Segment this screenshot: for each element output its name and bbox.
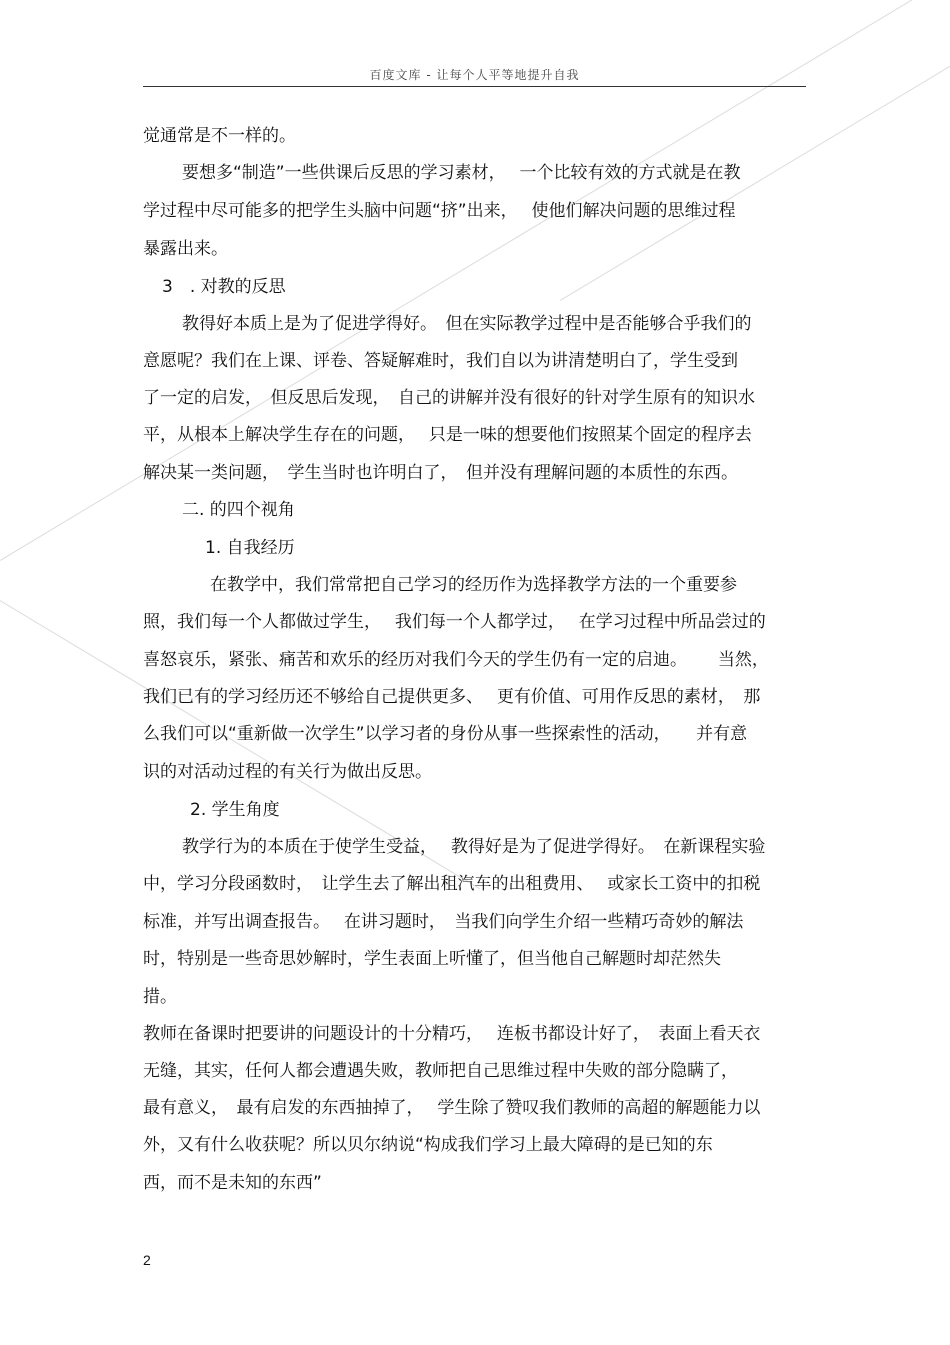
text-line: 识的对活动过程的有关行为做出反思。	[143, 762, 432, 782]
text-line: 中，学习分段函数时， 让学生去了解出租汽车的出租费用、 或家长工资中的扣税	[143, 874, 761, 894]
subsection-heading: 2. 学生角度	[190, 800, 280, 820]
text-line: 了一定的启发， 但反思后发现， 自己的讲解并没有很好的针对学生原有的知识水	[143, 388, 755, 408]
text-line: 照，我们每一个人都做过学生， 我们每一个人都学过， 在学习过程中所品尝过的	[143, 612, 766, 632]
page-number: 2	[143, 1252, 151, 1268]
text-line: 措。	[143, 987, 177, 1007]
text-line: 教得好本质上是为了促进学得好。 但在实际教学过程中是否能够合乎我们的	[182, 314, 752, 334]
text-line: 解决某一类问题， 学生当时也许明白了， 但并没有理解问题的本质性的东西。	[143, 463, 738, 483]
page-header: 百度文库 - 让每个人平等地提升自我	[369, 68, 580, 82]
text-line: 时，特别是一些奇思妙解时，学生表面上听懂了，但当他自己解题时却茫然失	[143, 949, 721, 969]
section-heading: 二. 的四个视角	[182, 500, 295, 520]
text-line: 喜怒哀乐，紧张、痛苦和欢乐的经历对我们今天的学生仍有一定的启迪。 当然，	[143, 650, 769, 670]
header-rule	[143, 86, 806, 87]
text-line: 意愿呢？我们在上课、评卷、答疑解难时，我们自以为讲清楚明白了，学生受到	[143, 351, 738, 371]
text-line: 要想多“制造”一些供课后反思的学习素材， 一个比较有效的方式就是在教	[182, 163, 741, 183]
text-line: 么我们可以“重新做一次学生”以学习者的身份从事一些探索性的活动， 并有意	[143, 724, 748, 744]
text-line: 无缝，其实，任何人都会遭遇失败，教师把自己思维过程中失败的部分隐瞒了，	[143, 1061, 738, 1081]
text-line: 学过程中尽可能多的把学生头脑中问题“挤”出来， 使他们解决问题的思维过程	[143, 201, 736, 221]
text-line: 我们已有的学习经历还不够给自己提供更多、 更有价值、可用作反思的素材， 那	[143, 687, 761, 707]
text-line: 最有意义， 最有启发的东西抽掉了， 学生除了赞叹我们教师的高超的解题能力以	[143, 1098, 761, 1118]
text-line: 觉通常是不一样的。	[143, 126, 296, 146]
section-heading: 3 . 对教的反思	[162, 277, 286, 297]
text-line: 外，又有什么收获呢？所以贝尔纳说“构成我们学习上最大障碍的是已知的东	[143, 1135, 713, 1155]
text-line: 在教学中，我们常常把自己学习的经历作为选择教学方法的一个重要参	[210, 575, 737, 595]
subsection-heading: 1. 自我经历	[205, 538, 295, 558]
text-line: 教师在备课时把要讲的问题设计的十分精巧， 连板书都设计好了， 表面上看天衣	[143, 1024, 761, 1044]
text-line: 暴露出来。	[143, 239, 228, 259]
text-line: 教学行为的本质在于使学生受益， 教得好是为了促进学得好。 在新课程实验	[182, 837, 766, 857]
text-line: 标准，并写出调查报告。 在讲习题时， 当我们向学生介绍一些精巧奇妙的解法	[143, 912, 744, 932]
text-line: 平，从根本上解决学生存在的问题， 只是一味的想要他们按照某个固定的程序去	[143, 425, 752, 445]
text-line: 西，而不是未知的东西”	[143, 1173, 322, 1193]
